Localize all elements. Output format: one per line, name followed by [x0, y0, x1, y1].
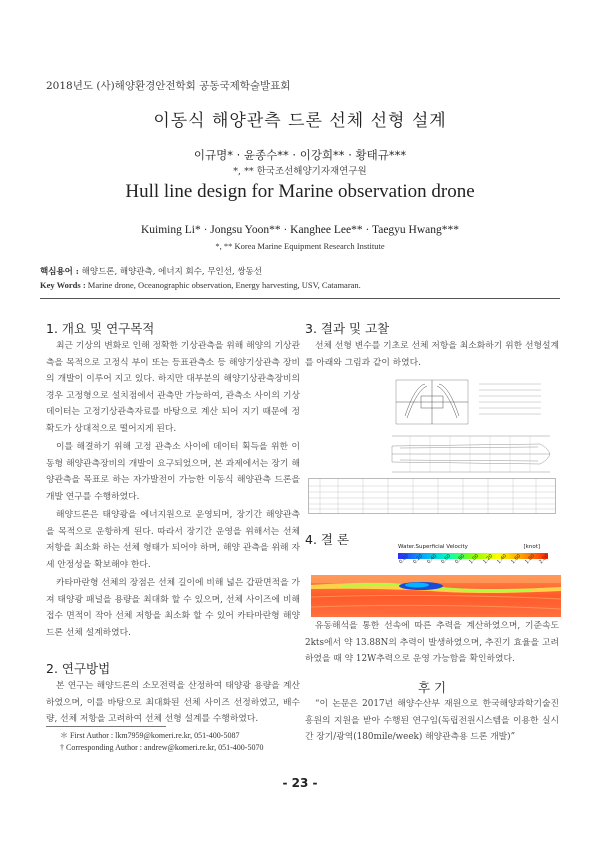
authors-english: Kuiming Li* · Jongsu Yoon** · Kanghee Lee** · Taegyu Hwang***	[140, 224, 460, 236]
colorbar-header	[398, 544, 548, 552]
colorbar-tick-label: 0.40	[426, 553, 439, 566]
keywords-korean-label: 핵심용어 :	[40, 267, 79, 277]
colorbar-tick-label: 0.80	[454, 553, 467, 566]
keywords-korean-text: 해양드론, 해양관측, 에너지 회수, 무인선, 쌍동선	[81, 267, 262, 277]
footnote-corresponding-author: † Corresponding Author : andrew@komeri.re.kr, 051-400-5070	[60, 743, 264, 752]
acknowledgement-title: 후 기	[417, 680, 447, 695]
colorbar-title: Water.Superficial Velocity	[398, 544, 468, 550]
colorbar-tick-label: 2.00	[538, 553, 551, 566]
footnote-first-author: ＊ First Author : lkm7959@komeri.re.kr, 051-400-5087	[60, 731, 240, 740]
hull-profile-drawing	[390, 432, 552, 476]
colorbar-tick-label: 1.20	[482, 553, 495, 566]
conference-header: 2018년도 (사)해양환경안전학회 공동국제학술발표회	[46, 80, 291, 92]
page-title-english: Hull line design for Marine observation drone	[125, 181, 475, 202]
authors-korean: 이규명* · 윤종수** · 이강희** · 황태규***	[193, 148, 407, 162]
section-4-title: 4. 결 론	[305, 532, 350, 547]
colorbar-tick-label: 0.20	[412, 553, 425, 566]
affiliation-korean: *, ** 한국조선해양기자재연구원	[233, 166, 367, 177]
page-title-korean: 이동식 해양관측 드론 선체 선형 설계	[153, 111, 447, 131]
section-1-paragraph-3: 해양드론은 태양광을 에너지원으로 운영되며, 장기간 해양관측을 목적으로 운항하게 된다. 따라서 장기간 운영을 위해서는 선체 저항을 최소화 하는 선체 형태가 되어야 하며, 해양 관측을 위해 자세 안정성을 확보해야 한다.	[46, 510, 300, 570]
section-4-paragraph-1: 유동해석을 통한 선속에 따른 추력을 계산하였으며, 기준속도 2kts에서 약 13.88N의 추력이 발생하였으며, 추진기 효율을 고려하였을 때 약 12W추력으로 운영 가능함을 확인하였다.	[305, 621, 559, 664]
colorbar-unit: [knot]	[523, 544, 540, 550]
keywords-korean	[40, 266, 361, 279]
section-1-title: 1. 개요 및 연구목적	[46, 321, 155, 336]
keywords-english-text: Marine drone, Oceanographic observation, Energy harvesting, USV, Catamaran.	[87, 280, 361, 290]
colorbar-ticks	[398, 553, 551, 573]
section-1-paragraph-4: 카타마란형 선체의 장점은 선체 길이에 비해 넓은 갑판면적을 가져 태양광 패널을 용량을 최대화 할 수 있으며, 선체 사이즈에 비해 접수 면적이 작아 선체 저항을 최소화 할 수 있어 카타마란형 해양드론 선체 설계하였다.	[46, 578, 300, 638]
keywords-english	[40, 279, 361, 292]
acknowledgement-paragraph: “이 논문은 2017년 해양수산부 재원으로 한국해양과학기술진흥원의 지원을 받아 수행된 연구임(독립전원시스템을 이용한 실시간 장기/광역(180mile/week) 해양관측용 드론 개발)”	[305, 699, 559, 742]
affiliation-english: *, ** Korea Marine Equipment Research Institute	[215, 241, 385, 251]
colorbar-tick-label: 0.60	[440, 553, 453, 566]
section-3-paragraph-1: 선체 선형 변수를 기초로 선체 저항을 최소화하기 위한 선형설계를 아래와 그림과 같이 하였다.	[305, 341, 559, 368]
colorbar-tick-label: 1.80	[524, 553, 537, 566]
section-2-paragraph-1: 본 연구는 해양드론의 소모전력을 산정하여 태양광 용량을 계산하였으며, 이를 바탕으로 최대화된 선체 사이즈 선정하였고, 배수량, 선체 저항을 고려하여 선체 선형 설계를 수행하였다.	[46, 681, 300, 724]
hull-line-drawing	[395, 376, 545, 428]
section-2-title: 2. 연구방법	[46, 661, 111, 676]
left-column	[46, 319, 300, 728]
section-1-paragraph-1: 최근 기상의 변화로 인해 정확한 기상관측을 위해 해양의 기상관측을 목적으로 고정식 부이 또는 등표관측소 등 해양기상관측 장비의 개발이 이루어 지고 있다. 하지만 대부분의 해양기상관측장비의 경우 고정형으로 설치점에서 관측만 가능하여, 관측소 사이의 기상데이터는 고정기상관측자료를 바탕으로 계산 되어 지기 때문에 정확도가 상대적으로 떨어지게 된다.	[46, 341, 300, 434]
colorbar-tick-label: 0.00	[398, 553, 411, 566]
right-column	[305, 319, 559, 371]
offset-table-drawing	[308, 478, 556, 514]
section-3-title: 3. 결과 및 고찰	[305, 321, 390, 336]
colorbar-tick-label: 1.60	[510, 553, 523, 566]
keywords-english-label: Key Words :	[40, 280, 86, 290]
velocity-contour-plot	[311, 575, 561, 617]
divider	[40, 298, 560, 299]
footnote-divider	[46, 726, 166, 727]
page-number: - 23 -	[282, 776, 318, 790]
colorbar-tick-label: 1.00	[468, 553, 481, 566]
colorbar-tick-label: 1.40	[496, 553, 509, 566]
velocity-figure	[398, 544, 551, 573]
keywords-block	[40, 266, 361, 292]
section-1-paragraph-2: 이를 해결하기 위해 고정 관측소 사이에 데이터 획득을 위한 이동형 해양관측장비의 개발이 요구되었으며, 본 과제에서는 장기 해양관측을 목표로 하는 자가발전이 가능한 이동식 해양관측 드론을 개발 연구를 수행하였다.	[46, 442, 300, 502]
